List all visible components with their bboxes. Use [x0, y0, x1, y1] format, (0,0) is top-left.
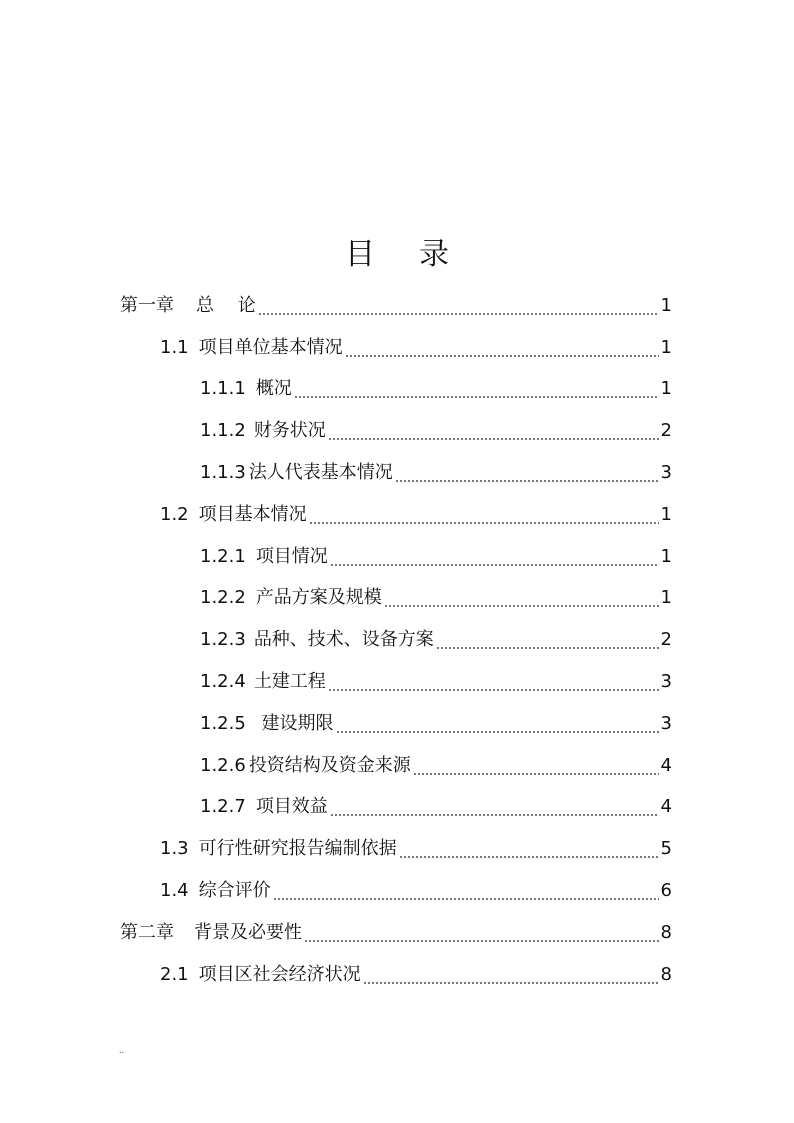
- toc-entry-1-3[interactable]: [0, 828, 794, 870]
- toc-page-number: 4: [660, 754, 672, 776]
- toc-title: [0, 235, 794, 275]
- toc-entry-label: 项目效益: [255, 796, 328, 818]
- toc-entry-number: 1.2.4: [200, 671, 246, 693]
- toc-leader-dots: [413, 757, 659, 775]
- toc-page-number: 5: [660, 838, 672, 860]
- toc-page-number: 3: [660, 462, 672, 484]
- toc-entry-label: 可行性研究报告编制依据: [198, 838, 397, 860]
- toc-entry-label: 建设期限: [255, 712, 334, 734]
- toc-entry-number: 第一章: [120, 294, 174, 316]
- toc-leader-dots: [309, 506, 659, 524]
- toc-entry-number: 1.2.5: [200, 712, 246, 734]
- toc-entry-1-2-5[interactable]: [0, 703, 794, 745]
- toc-page-number: 1: [660, 503, 672, 525]
- toc-entry-number: 1.2.3: [200, 629, 246, 651]
- toc-entry-1-4[interactable]: [0, 870, 794, 912]
- toc-entry-chapter-2[interactable]: [0, 912, 794, 954]
- toc-entry-number: 2.1: [160, 963, 189, 985]
- footer-mark: ..: [119, 1046, 125, 1055]
- toc-entry-1-2-4[interactable]: [0, 661, 794, 703]
- toc-entry-2-1[interactable]: [0, 954, 794, 996]
- toc-entry-label: 土建工程: [253, 671, 326, 693]
- toc-leader-dots: [294, 380, 659, 398]
- toc-title-char-1: 目: [345, 237, 375, 272]
- toc-leader-dots: [330, 798, 659, 816]
- toc-page-number: 1: [660, 378, 672, 400]
- toc-title-char-2: 录: [419, 237, 449, 272]
- toc-entry-label: 投资结构及资金来源: [248, 754, 411, 776]
- toc-leader-dots: [436, 631, 659, 649]
- toc-entry-label: 综合评价: [198, 880, 271, 902]
- toc-entry-label: 法人代表基本情况: [248, 462, 393, 484]
- toc-page-number: 2: [660, 420, 672, 442]
- toc-leader-dots: [330, 548, 659, 566]
- toc-entry-number: 1.2: [160, 503, 189, 525]
- toc-entry-label: 项目情况: [255, 545, 328, 567]
- toc-page-number: 1: [660, 336, 672, 358]
- toc-entry-label: 概况: [255, 378, 292, 400]
- toc-entry-1-1[interactable]: [0, 327, 794, 369]
- toc-page-number: 1: [660, 587, 672, 609]
- toc-entry-label: 项目基本情况: [198, 503, 307, 525]
- toc-entry-number: 1.1.3: [200, 462, 246, 484]
- toc-entry-number: 1.2.1: [200, 545, 246, 567]
- toc-entry-1-2-6[interactable]: [0, 745, 794, 787]
- toc-entry-label: 财务状况: [253, 420, 326, 442]
- toc-leader-dots: [336, 715, 659, 733]
- toc-leader-dots: [384, 589, 659, 607]
- toc-leader-dots: [363, 966, 659, 984]
- toc-entry-1-2-2[interactable]: [0, 578, 794, 620]
- toc-page-number: 6: [660, 880, 672, 902]
- toc-entry-number: 1.4: [160, 880, 189, 902]
- toc-entry-label: 项目单位基本情况: [198, 336, 343, 358]
- toc-entry-1-2-1[interactable]: [0, 536, 794, 578]
- toc-entry-label: 品种、技术、设备方案: [253, 629, 434, 651]
- toc-entry-number: 1.2.6: [200, 754, 246, 776]
- toc-entry-number: 第二章: [120, 921, 174, 943]
- toc-entry-label: 背景及必要性: [194, 921, 302, 943]
- toc-entry-1-2-3[interactable]: [0, 619, 794, 661]
- toc-leader-dots: [395, 464, 659, 482]
- toc-leader-dots: [273, 882, 659, 900]
- toc-page-number: 2: [660, 629, 672, 651]
- toc-entry-number: 1.1.2: [200, 420, 246, 442]
- toc-entry-1-1-1[interactable]: [0, 369, 794, 411]
- toc-leader-dots: [399, 840, 659, 858]
- toc-entry-chapter-1[interactable]: [0, 285, 794, 327]
- toc-entry-1-2-7[interactable]: [0, 787, 794, 829]
- toc-leader-dots: [328, 422, 659, 440]
- toc-entry-number: 1.2.2: [200, 587, 246, 609]
- toc-entry-number: 1.2.7: [200, 796, 246, 818]
- toc-page-number: 1: [660, 545, 672, 567]
- toc-entry-1-2[interactable]: [0, 494, 794, 536]
- toc-entry-number: 1.1: [160, 336, 189, 358]
- toc-entry-1-1-2[interactable]: [0, 410, 794, 452]
- toc-page-number: 1: [660, 294, 672, 316]
- toc-entry-number: 1.1.1: [200, 378, 246, 400]
- toc-leader-dots: [304, 924, 659, 942]
- toc-page-number: 3: [660, 712, 672, 734]
- toc-leader-dots: [258, 297, 659, 315]
- toc-page-number: 8: [660, 921, 672, 943]
- toc-entry-label: 产品方案及规模: [255, 587, 382, 609]
- toc-page-number: 8: [660, 963, 672, 985]
- toc-leader-dots: [328, 673, 659, 691]
- toc-page-number: 3: [660, 671, 672, 693]
- toc-entry-number: 1.3: [160, 838, 189, 860]
- toc-entry-label: 总 论: [196, 294, 256, 316]
- toc-list: [0, 285, 794, 996]
- toc-leader-dots: [345, 339, 659, 357]
- toc-page-number: 4: [660, 796, 672, 818]
- toc-entry-1-1-3[interactable]: [0, 452, 794, 494]
- toc-entry-label: 项目区社会经济状况: [198, 963, 361, 985]
